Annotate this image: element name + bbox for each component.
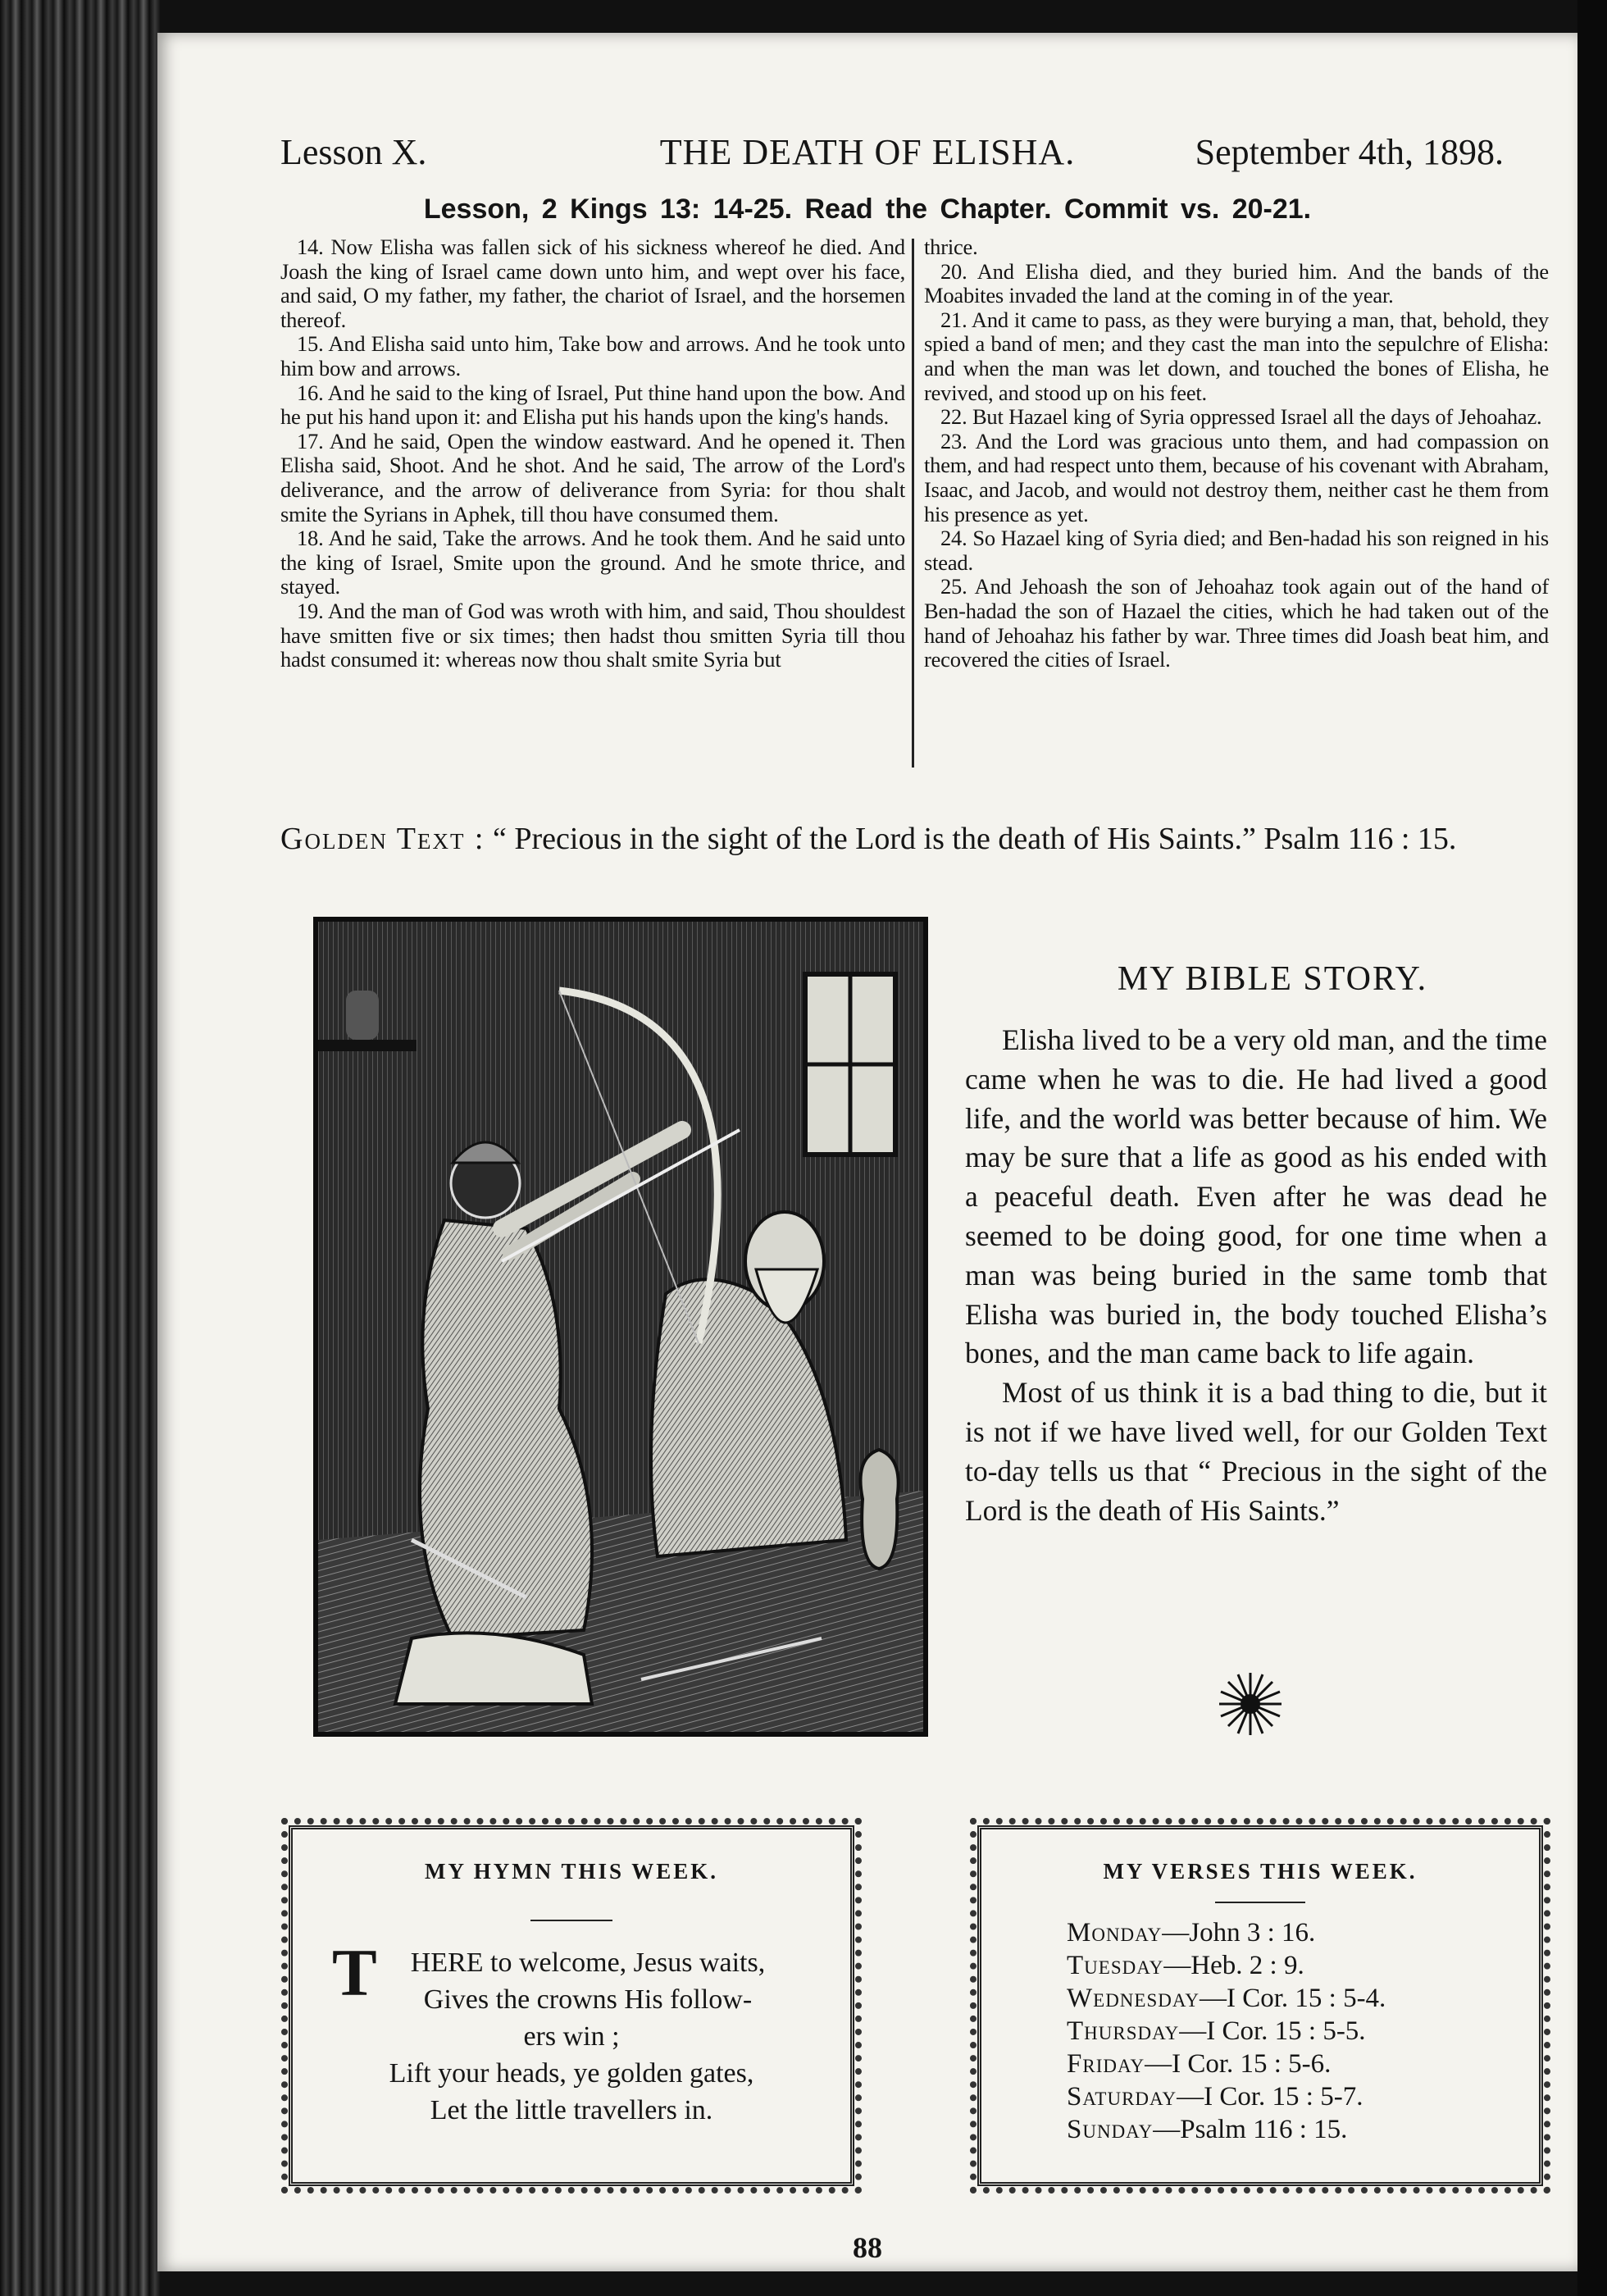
verse-item <box>1067 1982 1526 2015</box>
verse: 14. Now Elisha was fallen sick of his sickness whereof he died. And Joash the king of Israel came down unto him, and wept over his face, and said, O my father, my father, the chariot of Israel, and the horsemen thereof. <box>280 235 905 332</box>
scripture-column-left <box>280 235 905 672</box>
verse-item <box>1067 2048 1526 2080</box>
story-title: MY BIBLE STORY. <box>1117 960 1428 998</box>
verse-item <box>1067 1916 1526 1949</box>
verse: 22. But Hazael king of Syria oppressed Israel all the days of Jehoahaz. <box>940 404 1542 430</box>
lesson-date: September 4th, 1898. <box>1195 132 1504 172</box>
running-header <box>157 131 1577 197</box>
golden-text <box>280 818 1559 859</box>
hymn-line: Gives the crowns His follow- <box>423 1984 753 2015</box>
lesson-number: Lesson X. <box>280 132 427 172</box>
lesson-reference: Lesson, 2 Kings 13: 14-25. Read the Chapter. Commit vs. 20-21. <box>423 194 1312 225</box>
verse: 15. And Elisha said unto him, Take bow and arrows. And he took unto him bow and arrows. <box>280 331 905 380</box>
hymn-title: MY HYMN THIS WEEK. <box>424 1859 719 1884</box>
verse-day: Monday <box>1067 1918 1163 1947</box>
elisha-archer-engraving <box>313 917 928 1737</box>
verse-item <box>1067 1949 1526 1982</box>
story-paragraph: Most of us think it is a bad thing to die, but it is not if we have lived well, for our Golden Text to-day tells us that “ Precious in the sight of the Lord is the death of His Saints.” <box>965 1376 1547 1527</box>
hymn-line: HERE to welcome, Jesus waits, <box>410 1947 766 1978</box>
story-paragraph: Elisha lived to be a very old man, and the time came when he was to die. He had lived a good life, and the world was better because of him. We may be sure that a life as good as his ended with a peaceful death. Even after he was dead he seemed to be doing good, for one time when a man was being buried in the same tomb that Elisha was buried in, the body touched Elisha’s bones, and the man came back to life again. <box>965 1023 1547 1370</box>
verse: 24. So Hazael king of Syria died; and Ben-hadad his son reigned in his stead. <box>924 526 1549 575</box>
verse: 18. And he said, Take the arrows. And he took them. And he said unto the king of Israel, Smite upon the ground. And he smote thrice, and stayed. <box>280 526 905 599</box>
verse-day: Wednesday <box>1067 1984 1200 2013</box>
verse-ref: —I Cor. 15 : 5-5. <box>1179 2016 1366 2046</box>
column-divider <box>912 239 914 768</box>
verse-day: Thursday <box>1067 2016 1180 2046</box>
verse-day: Tuesday <box>1067 1951 1164 1980</box>
verse-ref: —Heb. 2 : 9. <box>1163 1951 1304 1980</box>
hymn-line: Lift your heads, ye golden gates, <box>389 2058 754 2089</box>
verse-day: Sunday <box>1067 2115 1154 2144</box>
verse: 16. And he said to the king of Israel, Put thine hand upon the bow. And he put his hand upon it: and Elisha put his hands upon the king's hands. <box>280 380 905 430</box>
verses-box <box>977 1825 1543 2186</box>
verse-day: Saturday <box>1067 2082 1177 2112</box>
title-rule <box>530 1920 612 1921</box>
scripture-column-right <box>924 235 1549 672</box>
starburst-icon <box>1218 1671 1283 1737</box>
verse-item <box>1067 2113 1526 2146</box>
verse: 25. And Jehoash the son of Jehoahaz took again out of the hand of Ben-hadad the son of Hazael the cities, which he had taken out of the hand of Jehoahaz his father by war. Three times did Joash beat him, and recovered the cities of Israel. <box>924 574 1549 672</box>
verse-item <box>1067 2015 1526 2048</box>
woodcut-illustration <box>313 917 928 1737</box>
starburst-ornament <box>1218 1671 1283 1737</box>
verse: 17. And he said, Open the window eastward. And he opened it. Then Elisha said, Shoot. And he shot. And he said, The arrow of the Lord's deliverance, and the arrow of deliverance from Syria: for thou shalt smite the Syrians in Aphek, till thou have consumed them. <box>280 428 905 526</box>
verse: 20. And Elisha died, and they buried him. And the bands of the Moabites invaded the land at the coming in of the year. <box>924 258 1549 308</box>
hymn-verse <box>317 1935 826 2129</box>
verse: 21. And it came to pass, as they were burying a man, that, behold, they spied a band of men; and they cast the man into the sepulchre of Elisha: and when the man was let down, and touched the bones of Elisha, he revived, and stood up on his feet. <box>924 307 1549 405</box>
lesson-title: THE DEATH OF ELISHA. <box>659 132 1076 172</box>
book-binding-edge <box>0 0 160 2296</box>
book-page <box>157 33 1577 2271</box>
verse-ref: —I Cor. 15 : 5-6. <box>1145 2049 1332 2079</box>
verse-ref: —John 3 : 16. <box>1162 1918 1316 1947</box>
verse-list <box>1067 1916 1526 2146</box>
page-number: 88 <box>853 2231 882 2264</box>
hymn-line: ers win ; <box>523 2021 620 2052</box>
verse-day: Friday <box>1067 2049 1145 2079</box>
scripture-passage <box>280 235 1559 801</box>
verse: 23. And the Lord was gracious unto them, and had compassion on them, and had respect unto them, because of his covenant with Abraham, Isaac, and Jacob, and would not destroy them, neither cast he them from his presence as yet. <box>924 428 1549 526</box>
hymn-box <box>289 1825 854 2186</box>
verse: 19. And the man of God was wroth with him, and said, Thou shouldest have smitten five or six times; then hadst thou smitten Syria till thou hadst consumed it: whereas now thou shalt smite Syria but <box>280 598 905 672</box>
golden-text-label: Golden Text : <box>280 822 485 856</box>
verse-ref: —I Cor. 15 : 5-7. <box>1177 2082 1363 2112</box>
verse-continuation: thrice. <box>924 235 978 259</box>
golden-text-quote: “ Precious in the sight of the Lord is the death of His Saints.” Psalm 116 : 15. <box>493 822 1457 856</box>
bible-story <box>965 1021 1547 1530</box>
verse-ref: —I Cor. 15 : 5-4. <box>1199 1984 1386 2013</box>
verse-item <box>1067 2080 1526 2113</box>
verses-title: MY VERSES THIS WEEK. <box>1103 1859 1418 1884</box>
verse-ref: —Psalm 116 : 15. <box>1153 2115 1348 2144</box>
title-rule <box>1215 1902 1305 1903</box>
hymn-line: Let the little travellers in. <box>430 2095 713 2125</box>
page-edge-shadow <box>1577 0 1607 2296</box>
drop-cap: T <box>332 1935 377 2010</box>
